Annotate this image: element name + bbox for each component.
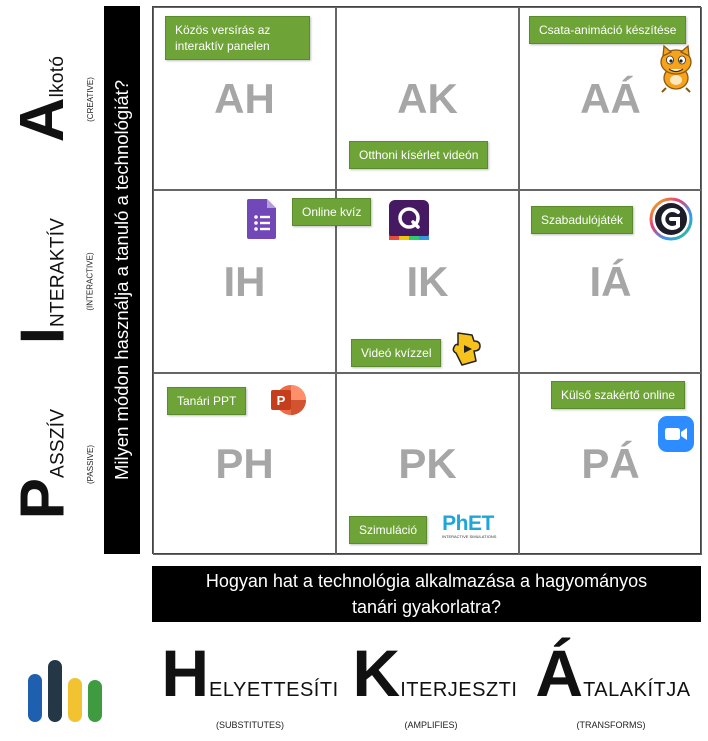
cell-code: AÁ [580,74,641,122]
tag-szimulacio: Szimuláció [349,516,427,544]
tag-otthoni-kiserlet: Otthoni kísérlet videón [349,141,488,169]
cell-ia [519,190,702,373]
tag-csata-animacio: Csata-animáció készítése [529,16,686,44]
col-label-atalakitja [528,636,698,710]
tag-kozos-versiras [165,16,310,60]
row-initial: I [8,327,77,345]
tag-line: interaktív panelen [175,39,270,54]
col-initial: H [161,636,210,710]
col-initial: K [352,636,401,710]
cell-code: PK [398,440,457,487]
tag-tanari-ppt: Tanári PPT [167,387,246,415]
row-label-passziv [8,374,78,554]
row-label-alkoto [8,10,78,188]
row-sub-passive [78,374,102,554]
edpuzzle-icon [452,331,484,367]
svg-text:P: P [276,393,286,408]
cell-code: IÁ [589,257,632,305]
cell-code: AK [397,74,458,122]
bar-logo-icon [28,660,104,722]
x-axis-question [152,566,701,622]
x-question-line: Hogyan hat a technológia alkalmazása a hagyományos [205,571,648,591]
tag-line: Közös versírás az [175,23,271,37]
cell-code: AH [214,74,275,122]
col-rest: ELYETTESÍTI [209,679,339,701]
cell-pa [519,373,702,555]
cell-ah [153,7,336,190]
cell-code: IH [223,257,266,305]
col-english: (SUBSTITUTES) [215,720,284,730]
row-english: (PASSIVE) [85,444,95,484]
phet-logo-subtext: INTERACTIVE SIMULATIONS [442,534,497,539]
y-question-text: Milyen módon használja a tanuló a technológiát? [111,79,133,481]
cell-aa [519,7,702,190]
col-label-helyettesiti [160,636,340,710]
powerpoint-icon [269,384,307,416]
cell-pk [336,373,519,555]
col-label-kiterjeszti [350,636,520,710]
cell-code: PÁ [581,440,640,487]
row-sub-interactive [78,190,102,372]
col-english: (TRANSFORMS) [576,720,646,730]
phet-icon [442,512,497,539]
google-forms-icon [247,199,277,239]
tag-video-kvizzel: Videó kvízzel [351,339,441,367]
row-initial: P [8,478,77,520]
quizizz-icon [389,200,429,240]
row-label-interaktiv [8,190,78,372]
row-sub-creative [78,10,102,188]
tag-kulso-szakerto: Külső szakértő online [551,381,685,409]
col-rest: TALAKÍTJA [583,679,691,701]
col-sub-substitutes [180,720,320,730]
samr-grid [152,6,701,554]
cell-code: IK [406,257,449,305]
col-english: (AMPLIFIES) [404,720,458,730]
cell-ph [153,373,336,555]
tag-online-kviz: Online kvíz [292,198,371,226]
row-rest: lkotó [47,55,69,98]
col-sub-amplifies [361,720,501,730]
tag-szabadulojatek: Szabadulójáték [531,206,633,234]
genially-icon [649,197,693,241]
col-rest: ITERJESZTI [400,679,518,701]
scratch-cat-icon [654,44,698,94]
phet-logo-text: PhET [442,512,494,535]
row-rest: NTERAKTÍV [47,217,68,328]
col-sub-transforms [541,720,681,730]
cell-code: PH [215,440,274,487]
col-initial: Á [535,636,584,710]
cell-ak [336,7,519,190]
row-english: (CREATIVE) [85,76,95,122]
row-english: (INTERACTIVE) [85,251,95,311]
row-rest: ASSZÍV [47,408,68,479]
x-question-line: tanári gyakorlatra? [351,597,502,617]
y-axis-question [104,6,140,554]
row-initial: A [8,97,78,143]
